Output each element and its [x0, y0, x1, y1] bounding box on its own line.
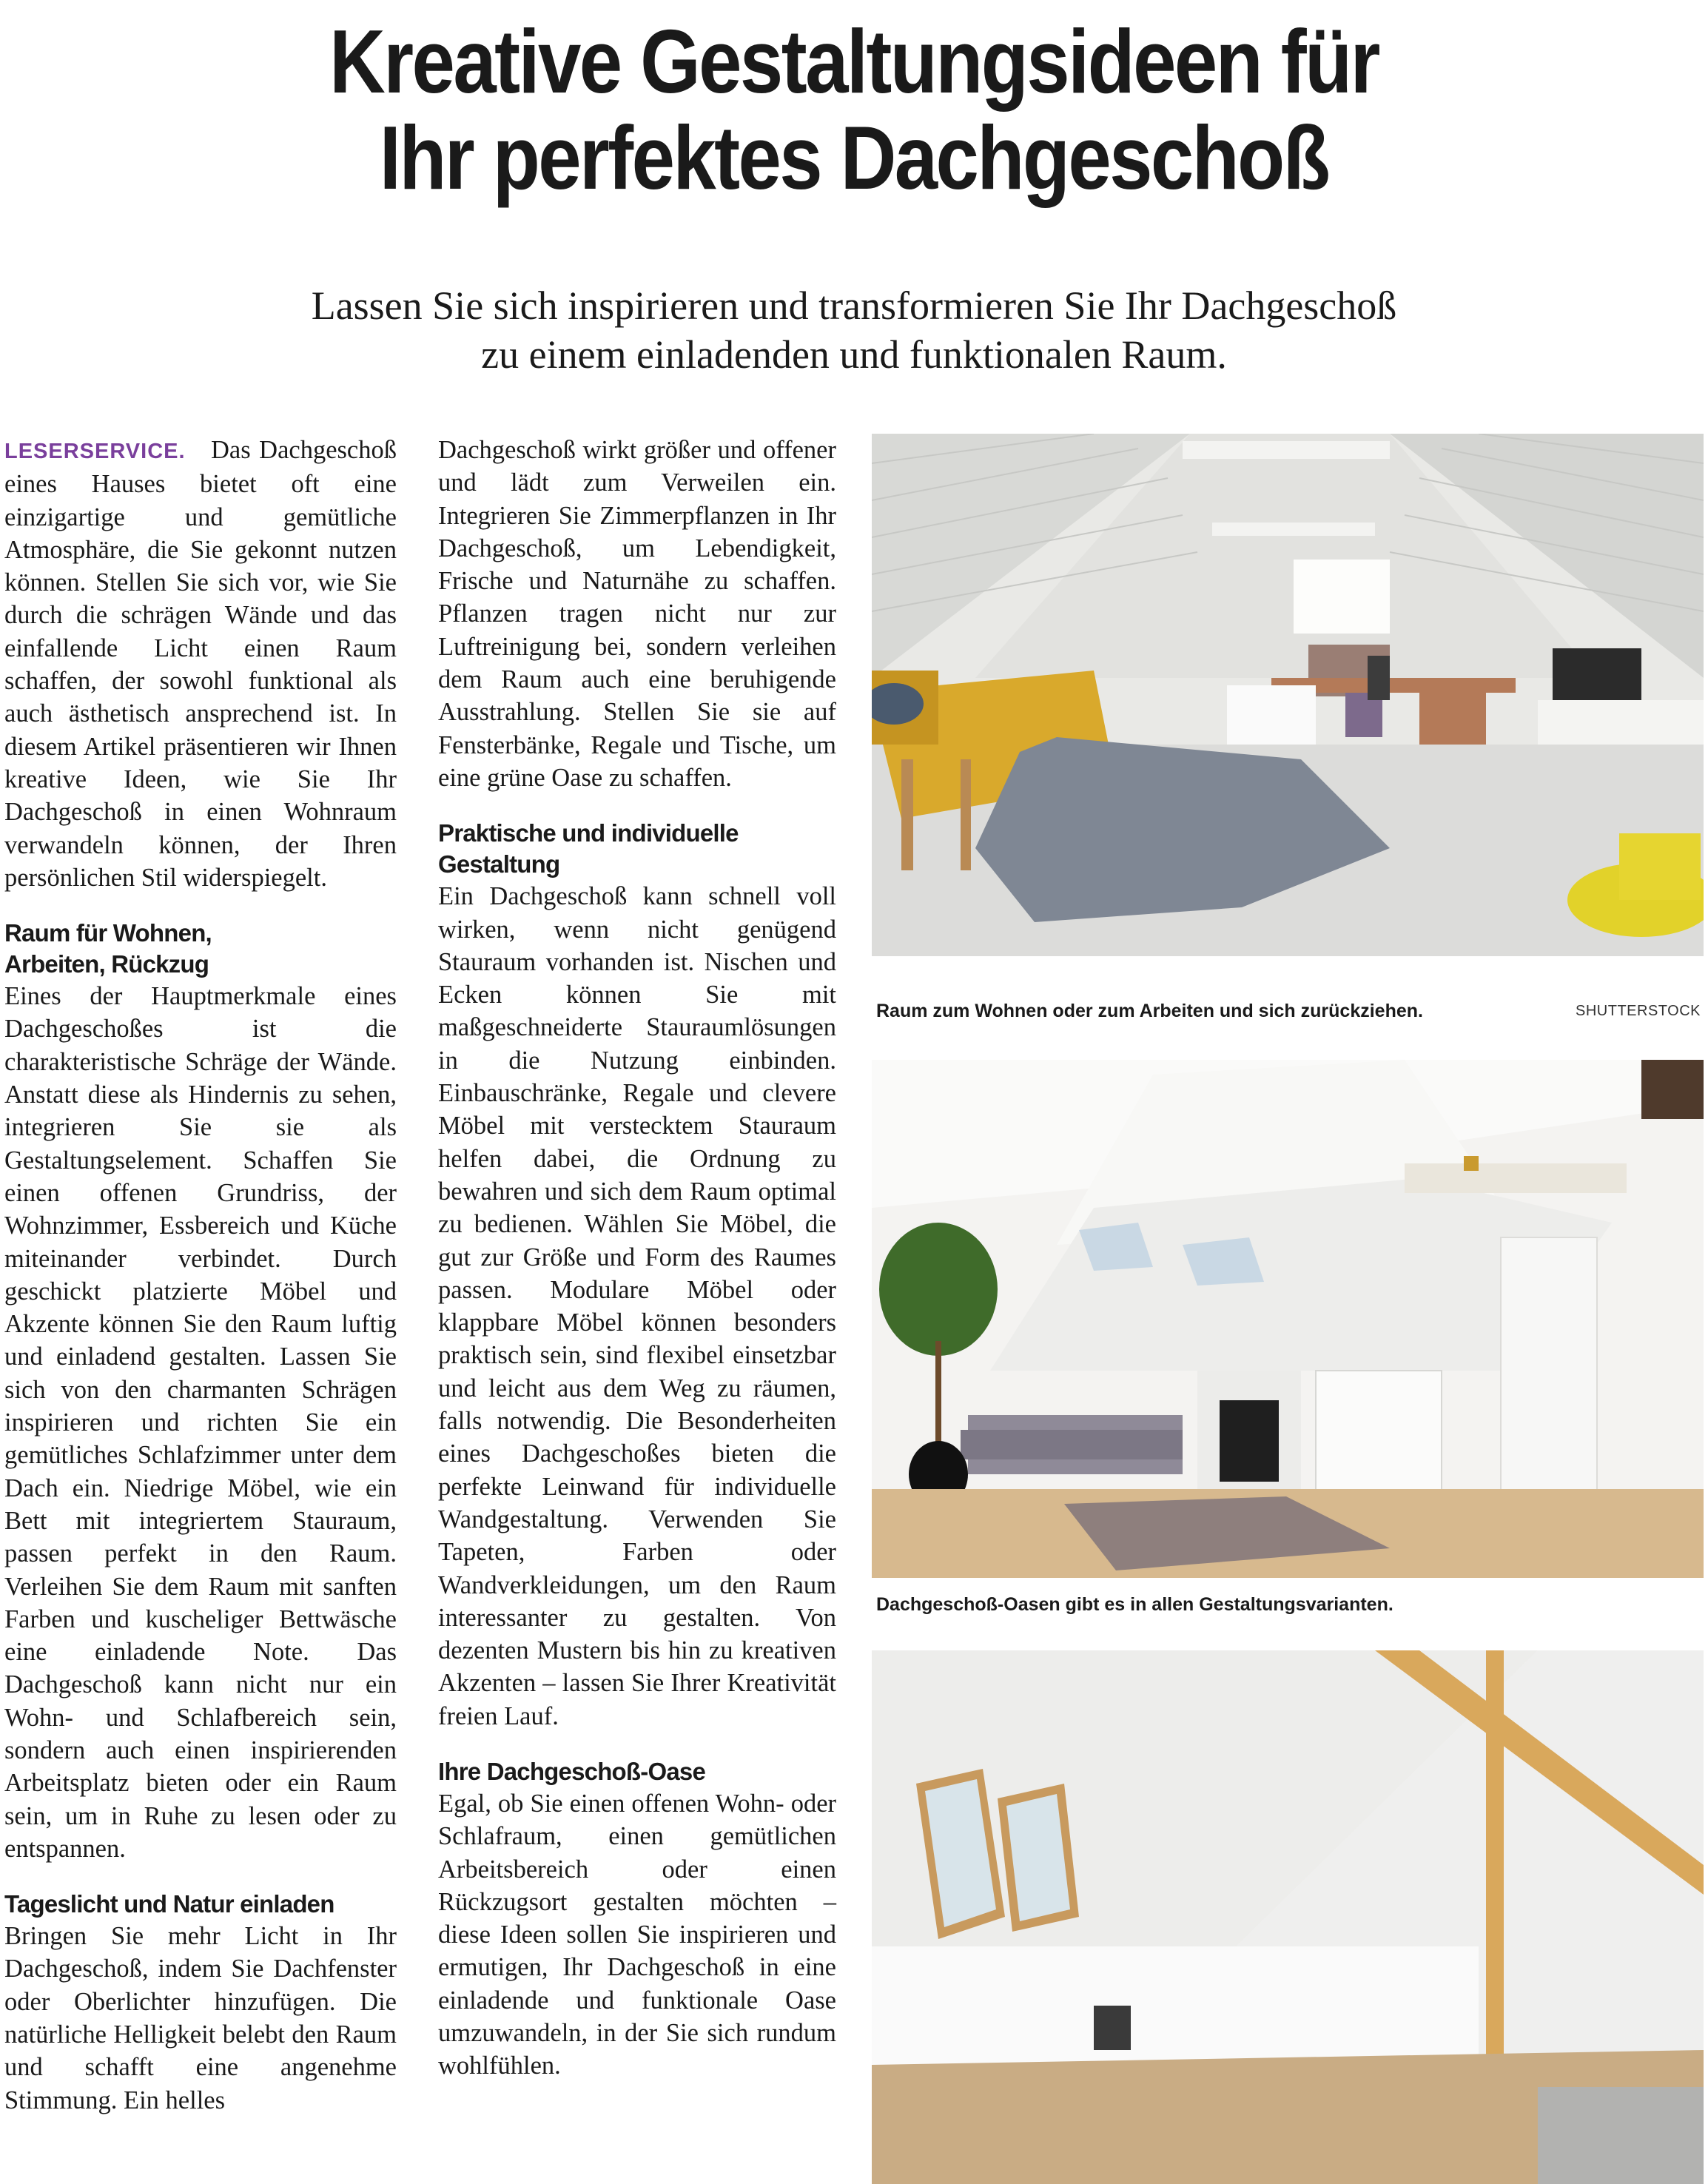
- section-body-praktisch: Ein Dachgeschoß kann schnell voll wirken, wenn nicht genügend Stauraum vorhanden ist. Nischen und Ecken können Sie mit maßgeschneiderte Stauraumlösungen in die Nutzung einbinden. Einbauschränke, Regale und clevere Möbel mit verstecktem Stauraum helfen dabei, die Ordnung zu bewahren und sich dem Raum optimal zu bedienen. Wählen Sie Möbel, die gut zur Größe und Form des Raumes passen. Modulare Möbel oder klappbare Möbel können besonders praktisch sein, sind flexibel einsetzbar und leicht aus dem Weg zu räumen, falls notwendig. Die Besonderheiten eines Dachgeschoßes bieten die perfekte Leinwand für individuelle Wandgestaltung. Verwenden Sie Tapeten, Farben oder Wandverkleidungen, um den Raum interessanter zu gestalten. Von dezenten Mustern bis hin zu kreativen Akzenten – lassen Sie Ihrer Kreativität freien Lauf.: [438, 882, 836, 1730]
- section-heading-raum-line-2: Arbeiten, Rückzug: [4, 950, 209, 978]
- headline-line-1: Kreative Gestaltungsideen für: [329, 11, 1379, 112]
- photo1-caption: Raum zum Wohnen oder zum Arbeiten und sich zurückziehen.: [876, 1001, 1423, 1021]
- section-heading-praktisch: [438, 818, 836, 880]
- article-column-1: [4, 434, 397, 2117]
- photo1-credit: SHUTTERSTOCK: [1576, 1003, 1701, 1019]
- photo-attic-skylights-lounge: [872, 1060, 1704, 1578]
- photo-attic-roof-windows: [872, 1650, 1704, 2184]
- subtitle-line-2: zu einem einladenden und funktionalen Raum.: [481, 332, 1227, 377]
- section-heading-raum-line-1: Raum für Wohnen,: [4, 919, 212, 947]
- section-heading-praktisch-line-1: Praktische und individuelle: [438, 819, 739, 847]
- intro-paragraph: [4, 434, 397, 894]
- section-heading-oase: Ihre Dachgeschoß-Oase: [438, 1757, 705, 1785]
- section-body-oase: Egal, ob Sie einen offenen Wohn- oder Schlafraum, einen gemütlichen Arbeitsbereich oder einen Rückzugsort gestalten möchten – diese Ideen sollen Sie inspirieren und ermutigen, Ihr Dachgeschoß in eine einladende und funktionale Oase umzuwandeln, in der Sie sich rundum wohlfühlen.: [438, 1789, 836, 2080]
- section-heading-raum: [4, 918, 397, 980]
- headline: [120, 13, 1589, 206]
- section-heading-tageslicht: Tageslicht und Natur einladen: [4, 1890, 334, 1918]
- section-body-tageslicht-part2: Dachgeschoß wirkt größer und offener und lädt zum Verweilen ein. Integrieren Sie Zimmerpflanzen in Ihr Dachgeschoß, um Lebendigkeit, Frische und Naturnähe zu schaffen. Pflanzen tragen nicht nur zur Luftreinigung bei, sondern verleihen dem Raum auch eine beruhigende Ausstrahlung. Stellen Sie sie auf Fensterbänke, Regale und Tische, um eine grüne Oase zu schaffen.: [438, 436, 836, 792]
- headline-line-2: Ihr perfektes Dachgeschoß: [379, 107, 1329, 208]
- intro-text: Das Dachgeschoß eines Hauses bietet oft eine einzigartige und gemütliche Atmosphäre, die Sie gekonnt nutzen können. Stellen Sie sich vor, wie Sie durch die schrägen Wände und das einfallende Licht einen Raum schaffen, der sowohl funktional als auch ästhetisch ansprechend ist. In diesem Artikel präsentieren wir Ihnen kreative Ideen, wie Sie Ihr Dachgeschoß in einen Wohnraum verwandeln können, der Ihren persönlichen Stil widerspiegelt.: [4, 436, 397, 892]
- photo-attic-living-workspace: [872, 434, 1704, 956]
- section-body-raum: Eines der Hauptmerkmale eines Dachgeschoßes ist die charakteristische Schräge der Wände. Anstatt diese als Hindernis zu sehen, integrieren Sie sie als Gestaltungselement. Schaffen Sie einen offenen Grundriss, der Wohnzimmer, Essbereich und Küche miteinander verbindet. Durch geschickt platzierte Möbel und Akzente können Sie den Raum luftig und einladend gestalten. Lassen Sie sich von den charmanten Schrägen inspirieren und richten Sie ein gemütliches Schlafzimmer unter dem Dach ein. Niedrige Möbel, wie ein Bett mit integriertem Stauraum, passen perfekt in den Raum. Verleihen Sie dem Raum mit sanften Farben und kuscheliger Bettwäsche eine einladende Note. Das Dachgeschoß kann nicht nur ein Wohn- und Schlafbereich sein, sondern auch einen inspirierenden Arbeitsplatz bieten oder ein Raum sein, um in Ruhe zu lesen oder zu entspannen.: [4, 982, 397, 1863]
- kicker: LESERSERVICE.: [4, 440, 186, 463]
- article-column-2: [438, 434, 836, 2083]
- subtitle-line-1: Lassen Sie sich inspirieren und transformieren Sie Ihr Dachgeschoß: [311, 283, 1397, 328]
- section-heading-praktisch-line-2: Gestaltung: [438, 850, 560, 878]
- section-body-tageslicht-part1: Bringen Sie mehr Licht in Ihr Dachgeschoß, indem Sie Dachfenster oder Oberlichter hinzufügen. Die natürliche Helligkeit belebt den Raum und schafft eine angenehme Stimmung. Ein helles: [4, 1922, 397, 2114]
- photo2-caption: Dachgeschoß-Oasen gibt es in allen Gestaltungsvarianten.: [876, 1594, 1393, 1615]
- subtitle: [0, 281, 1708, 379]
